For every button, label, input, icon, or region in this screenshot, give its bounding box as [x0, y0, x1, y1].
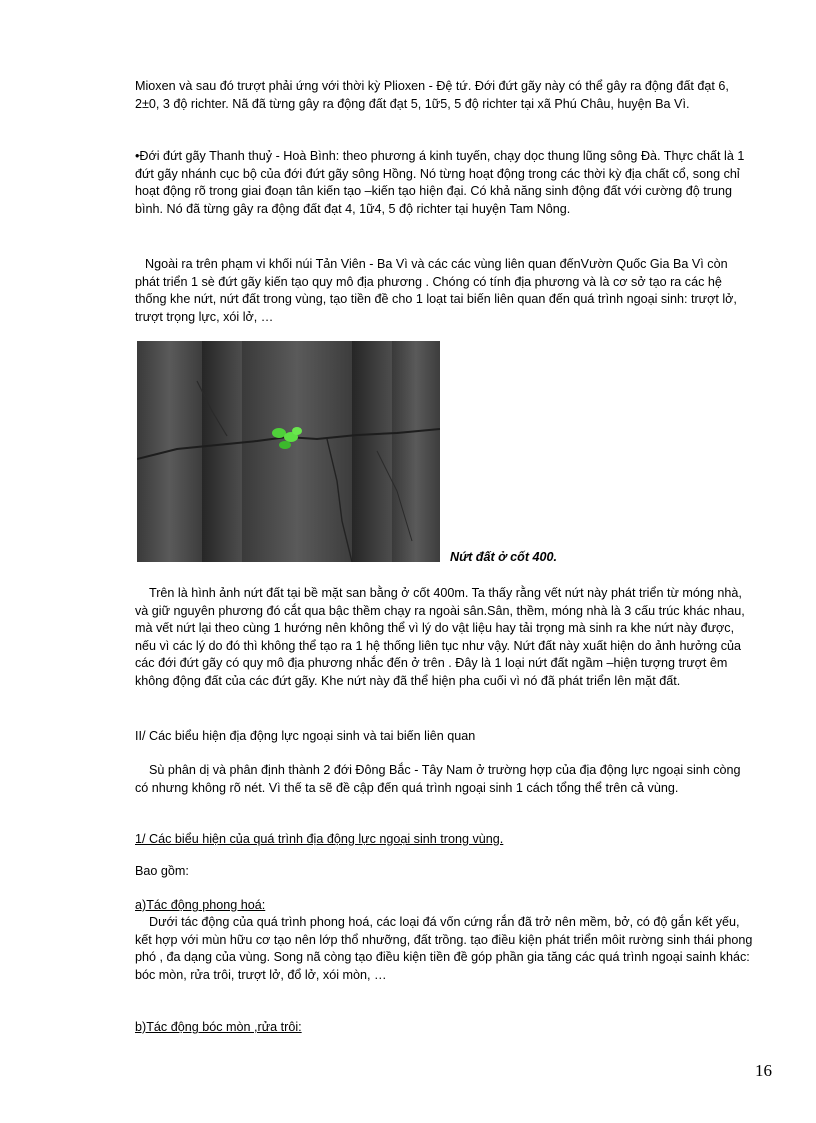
subheading-1: 1/ Các biểu hiện của quá trình địa động lực ngoại sinh trong vùng. [135, 832, 504, 846]
ground-crack-photo [137, 341, 440, 562]
photo-caption: Nứt đất ở cốt 400. [450, 550, 558, 564]
paragraph-weathering: Dưới tác động của quá trình phong hoá, các loại đá vốn cứng rắn đã trở nên mềm, bở, có độ gắn kết yếu, kết hợp với mùn hữu cơ tạo nên lớp thổ nhưỡng, đất trồng. tạo điều kiện phát triển môit rường sinh thái phong phó , đa dạng của vùng. Song nã còng tạo điều kiện tiền đề góp phần gia tăng các quá trình ngoại sainh khác: bóc mòn, rửa trôi, trượt lở, đổ lở, xói mòn, … [135, 915, 753, 982]
paragraph-thanh-thuy-fault: •Đới đứt gãy Thanh thuỷ - Hoà Bình: theo phương á kinh tuyến, chạy dọc thung lũng sông Đà. Thực chất là 1 đứt gãy nhánh cục bộ của đới đứt gãy sông Hồng. Nó từng hoạt động trong các thời kỳ địa chất cổ, song chỉ hoạt động rõ trong giai đoạn tân kiến tạo –kiến tạo hiện đại. Có khả năng sinh động đất với cường độ trung bình. Nó đã từng gây ra động đất đạt 4, 1ữ4, 5 độ richter tại huyện Tam Nông. [135, 149, 745, 216]
ground-crack-image [137, 341, 440, 562]
paragraph-exogenic-intro: Sù phân dị và phân định thành 2 đới Đông Bắc - Tây Nam ở trường hợp của địa động lực ngoại sinh còng có nhưng không rõ nét. Vì thế ta sẽ đề cập đến quá trình ngoại sinh 1 cách tổng thể trên cả vùng. [135, 763, 741, 795]
page-number: 16 [755, 1061, 772, 1080]
paragraph-bao-gom: Bao gồm: [135, 864, 189, 878]
paragraph-fault-mioxen: Mioxen và sau đó trượt phải ứng với thời kỳ Plioxen - Đệ tứ. Đới đứt gãy này có thể gây ra động đất đạt 6, 2±0, 3 độ richter. Nã đã từng gây ra động đất đạt 5, 1ữ5, 5 độ richter tại xã Phú Châu, huyện Ba Vì. [135, 79, 729, 111]
section-heading-ii: II/ Các biểu hiện địa động lực ngoại sinh và tai biến liên quan [135, 729, 476, 743]
subheading-a: a)Tác động phong hoá: [135, 898, 266, 912]
paragraph-crack-description: Trên là hình ảnh nứt đất tại bề mặt san bằng ở cốt 400m. Ta thấy rằng vết nứt này phát triển từ móng nhà, và giữ nguyên phương đó cắt qua bậc thềm chạy ra ngoài sân.Sân, thềm, móng nhà là 3 cấu trúc khác nhau, mà vết nứt lại theo cùng 1 hướng nên không thể vì lý do vật liệu hay tải trọng mà sinh ra khe nứt này được, nếu vì các lý do đó thì không thể tạo ra 1 hệ thống liên tục như vậy. Nứt đất này xuất hiện do ảnh hưởng của các đới đứt gãy có quy mô địa phương nhắc đến ở trên . Đây là 1 loại nứt đất ngầm –hiện tượng trượt êm không động đất của các đứt gãy. Khe nứt này đã thể hiện pha cuối vì nó đã phát triển lên mặt đất. [135, 586, 745, 688]
paragraph-tan-vien-faults: Ngoài ra trên phạm vi khối núi Tản Viên - Ba Vì và các các vùng liên quan đếnVườn Quốc Gia Ba Vì còn phát triển 1 sè đứt gãy kiến tạo quy mô địa phương . Chóng có tính địa phương và là cơ sở tạo ra các hệ thống khe nứt, nứt đất trong vùng, tạo tiền đề cho 1 loạt tai biến liên quan đến quá trình ngoại sinh: trượt lở, trượt trọng lực, xói lở, … [135, 257, 737, 324]
subheading-b: b)Tác động bóc mòn ,rửa trôi: [135, 1020, 302, 1034]
